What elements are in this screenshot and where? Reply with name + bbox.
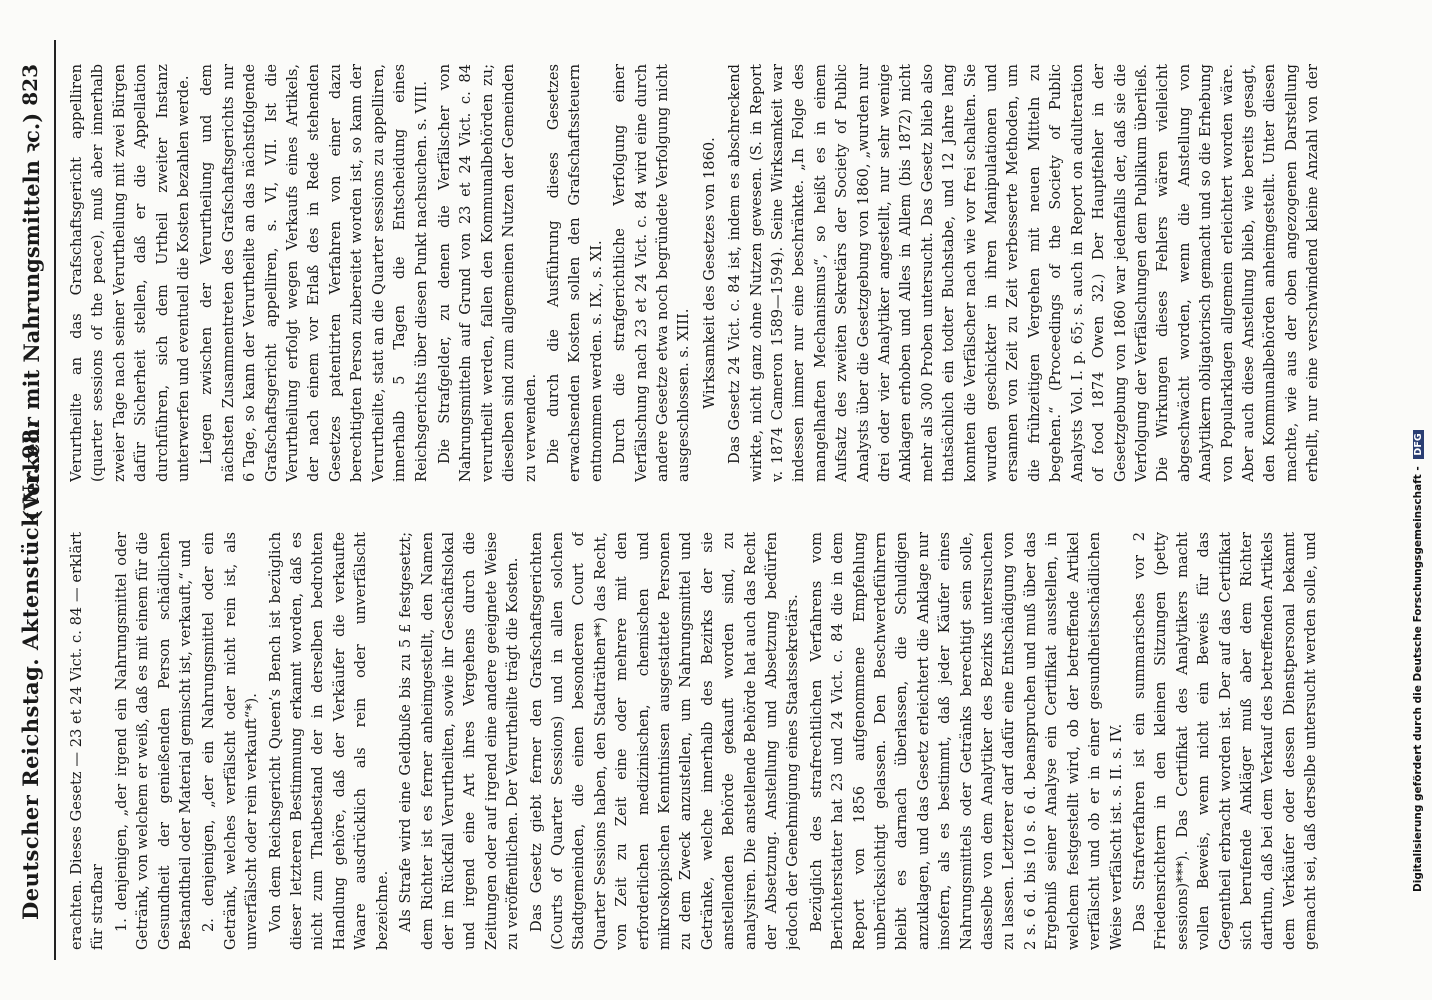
paragraph: Von dem Reichsgericht Queen’s Bench ist bezüglich dieser letzteren Bestimmung erkannt worden, daß es nicht zum Thatbestand der in derselben bedrohten Handlung gehöre, daß der Verkäufer die verkaufte Waare ausdrücklich als rein oder unverfälscht bezeichne. (266, 532, 391, 950)
rotated-document-page (12, 40, 1342, 960)
text-column-left (66, 532, 1324, 950)
page-number: 823 (18, 64, 42, 106)
paragraph: Das Strafverfahren ist ein summarisches vor 2 Friedensrichtern in den kleinen Sitzungen (petty sessions)***). Das Certifikat des Analytikers macht vollen Beweis, wenn nicht ein Beweis für das Gegentheil erbracht worden ist. Der auf das Certifikat sich berufende Ankläger muß aber dem Richter darthun, daß bei dem Verkauf des betreffenden Artikels dem Verkäufer oder dessen Dienstpersonal bekannt gemacht sei, daß derselbe untersucht werden solle, und (1130, 532, 1320, 950)
header-title: Deutscher Reichstag. Aktenstück Nr. 98. (18, 420, 43, 920)
funding-note (1408, 12, 1426, 912)
paragraph: Das Gesetz giebt ferner den Grafschaftsgerichten (Courts of Quarter Sessions) und in allen solchen Stadtgemeinden, die einen besonderen Court of Quarter Sessions haben, den Stadträthen**) das Recht, von Zeit zu Zeit eine oder mehrere mit den erforderlichen medizinischen, chemischen und mikroskopischen Kenntnissen ausgestattete Personen zu dem Zweck anzustellen, um Nahrungsmittel und Getränke, welche innerhalb des Bezirks der sie anstellenden Behörde gekauft worden sind, zu analysiren. Die anstellende Behörde hat auch das Recht der Absetzung. Anstellung und Absetzung bedürfen jedoch der Genehmigung eines Staatssekretärs. (527, 532, 802, 950)
paragraph: erachten. Dieses Gesetz — 23 et 24 Vict. c. 84 — erklärt für strafbar (68, 532, 107, 950)
running-header (12, 40, 52, 960)
paragraph: 2. denjenigen, „der ein Nahrungsmittel oder ein Getränk, welches verfälscht oder nicht rein ist, als unverfälscht oder rein verkauft“*). (200, 532, 261, 950)
header-subtitle: (Verkehr mit Nahrungsmitteln ꝛc.) (19, 112, 44, 520)
header-rule (54, 40, 56, 960)
paragraph: Bezüglich des strafrechtlichen Verfahrens vom Berichterstatter hat 23 und 24 Vict. c. 84 die in dem Report von 1856 aufgenommene Empfehlung unberücksichtigt gelassen. Den Beschwerdeführern bleibt es darnach überlassen, die Schuldigen anzuklagen, und das Gesetz erleichtert die Anklage nur insofern, als es bestimmt, daß jeder Käufer eines Nahrungsmittels oder Getränks berechtigt sein solle, dasselbe von dem Analytiker des Bezirks untersuchen zu lassen. Letzterer darf dafür eine Entschädigung von 2 s. 6 d. bis 10 s. 6 d. beanspruchen und muß über das Ergebniß seiner Analyse ein Certifikat ausstellen, in welchem festgestellt wird, ob der betreffende Artikel verfälscht und ob er in einer gesundheitsschädlichen Weise verfälscht ist. s. II. s. IV. (807, 532, 1125, 950)
paragraph: Verurtheilte an das Grafschaftsgericht appelliren (quarter sessions of the peace), muß aber innerhalb zweier Tage nach seiner Verurtheilung mit zwei Bürgen dafür Sicherheit stellen, daß er die Appellation durchführen, sich dem Urtheil zweiter Instanz unterwerfen und eventuell die Kosten bezahlen werde. (68, 64, 193, 482)
funding-text: Digitalisierung gefördert durch die Deutsche Forschungsgemeinschaft - (1412, 466, 1424, 892)
section-heading: Wirksamkeit des Gesetzes von 1860. (700, 137, 718, 409)
paragraph: Durch die strafgerichtliche Verfolgung einer Verfälschung nach 23 et 24 Vict. c. 84 wird eine durch andere Gesetze etwa noch begründete Verfolgung nicht ausgeschlossen. s. XIII. (611, 64, 693, 482)
paragraph: Die Strafgelder, zu denen die Verfälscher von Nahrungsmitteln auf Grund von 23 et 24 Vict. c. 84 verurtheilt werden, fallen den Kommunalbehörden zu; dieselben sind zum allgemeinen Nutzen der Gemeinden zu verwenden. (435, 64, 539, 482)
text-column-right (66, 64, 1324, 482)
paragraph: Das Gesetz 24 Vict. c. 84 ist, indem es abschreckend wirkte, nicht ganz ohne Nutzen gewesen. (S. in Report v. 1874 Cameron 1589—1594). Seine Wirksamkeit war indessen immer nur eine beschränkte. „In Folge des mangelhaften Mechanismus“, so heißt es in einem Aufsatz des zweiten Sekretärs der Society of Public Analysts über die Gesetzgebung von 1860, „wurden nur drei oder vier Analytiker angestellt, nur sehr wenige Anklagen erhoben und Alles in Allem (bis 1872) nicht mehr als 300 Proben untersucht. Das Gesetz blieb also thatsächlich ein todter Buchstabe, und 12 Jahre lang konnten die Verfälscher nach wie vor frei schalten. Sie wurden geschickter in ihren Manipulationen und ersannen von Zeit zu Zeit verbesserte Methoden, um die frühzeitigen Vergehen mit neuen Mitteln zu begehen.“ (Proceedings of the Society of Public Analysts Vol. I. p. 65; s. auch in Report on adulteration of food 1874 Owen 32.) Der Hauptfehler in der Gesetzgebung von 1860 war jedenfalls der, daß sie die Verfolgung der Verfälschungen dem Publikum überließ. Die Wirkungen dieses Fehlers wären vielleicht abgeschwächt worden, wenn die Anstellung von Analytikern obligatorisch gemacht und so die Erhebung von Popularklagen allgemein erleichtert worden wäre. Aber auch diese Anstellung blieb, wie bereits gesagt, den Kommunalbehörden anheimgestellt. Unter diesen machte, wie aus der oben angezogenen Darstellung erhellt, nur eine verschwindend kleine Anzahl von der (726, 64, 1322, 482)
paragraph: Als Strafe wird eine Geldbuße bis zu 5 £ festgesetzt; dem Richter ist es ferner anheimgestellt, den Namen der im Rückfall Verurtheilten, sowie ihr Geschäftslokal und irgend eine Art ihres Vergehens durch die Zeitungen oder auf irgend eine andere geeignete Weise zu veröffentlichen. Der Verurtheilte trägt die Kosten. (397, 532, 522, 950)
paragraph: Liegen zwischen der Verurtheilung und dem nächsten Zusammentreten des Grafschaftsgerichts nur 6 Tage, so kann der Verurtheilte an das nächstfolgende Grafschaftsgericht appelliren, s. VI, VII. Ist die Verurtheilung erfolgt wegen Verkaufs eines Artikels, der nach einem vor Erlaß des in Rede stehenden Gesetzes patentirten Verfahren von einer dazu berechtigten Person zubereitet worden ist, so kann der Verurtheilte, statt an die Quarter sessions zu appelliren, innerhalb 5 Tagen die Entscheidung eines Reichsgerichts über diesen Punkt nachsuchen. s. VIII. (198, 64, 430, 482)
paragraph: 1. denjenigen, „der irgend ein Nahrungsmittel oder Getränk, von welchem er weiß, daß es mit einem für die Gesundheit der genießenden Person schädlichen Bestandtheil oder Material gemischt ist, verkauft,“ und (112, 532, 195, 950)
paragraph: Die durch die Ausführung dieses Gesetzes erwachsenden Kosten sollen den Grafschaftssteuern entnommen werden. s. IX., s. XI. (544, 64, 605, 482)
dfg-logo: DFG (1413, 430, 1424, 458)
